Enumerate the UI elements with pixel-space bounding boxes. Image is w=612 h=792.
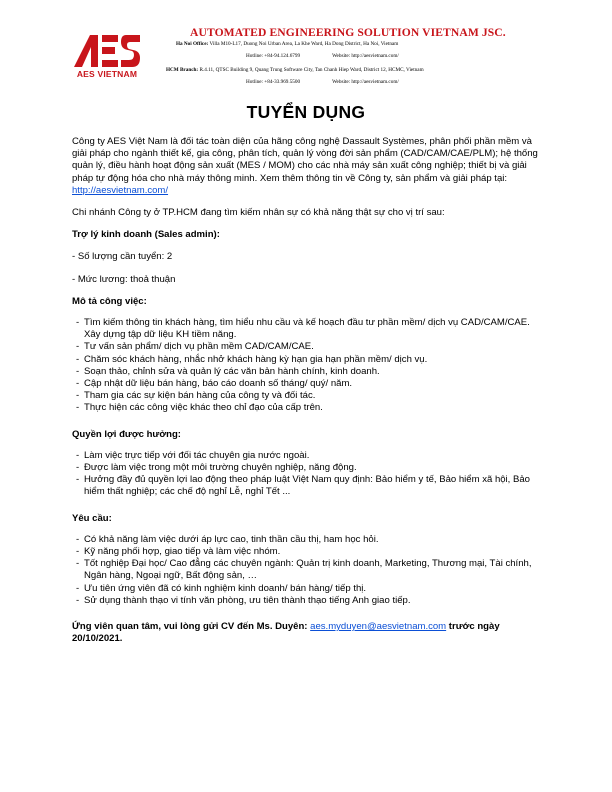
contact-email-link[interactable]: aes.myduyen@aesvietnam.com [310, 621, 447, 633]
list-item: - Thực hiện các công việc khác theo chỉ đạo của cấp trên. [72, 402, 540, 414]
hcm-branch-label: HCM Branch: [166, 67, 199, 73]
list-item: - Kỹ năng phối hợp, giao tiếp và làm việc nhóm. [72, 546, 540, 558]
list-item: - Ưu tiên ứng viên đã có kinh nghiệm kinh doanh/ bán hàng/ tiếp thị. [72, 583, 540, 595]
list-item: - Hưởng đầy đủ quyền lợi lao động theo pháp luật Việt Nam quy định: Bảo hiểm y tế, Bảo hiểm xã hội, Bảo hiểm thất nghiệp; các chế độ nghỉ Lễ, nghỉ Tết ... [72, 474, 540, 498]
hcm-contact-line [246, 79, 399, 85]
section-heading-job-description: Mô tả công việc: [72, 295, 147, 307]
page-title: TUYỂN DỤNG [246, 102, 366, 122]
list-item: - Tìm kiếm thông tin khách hàng, tìm hiểu nhu cầu và kế hoạch đầu tư phần mềm/ dịch vụ CAD/CAM/CAE. Xây dựng tập dữ liệu KH tiềm năng. [72, 317, 540, 341]
list-item: - Tốt nghiệp Đại học/ Cao đẳng các chuyên ngành: Quản trị kinh doanh, Marketing, Thương mại, Tài chính, Ngân hàng, Ngoại ngữ, Bất động sản, … [72, 558, 540, 582]
company-name: AUTOMATED ENGINEERING SOLUTION VIETNAM JSC. [190, 26, 506, 39]
hanoi-contact-line [246, 53, 399, 59]
position-title: Trợ lý kinh doanh (Sales admin): [72, 229, 220, 241]
list-item: - Làm việc trực tiếp với đối tác chuyên gia nước ngoài. [72, 450, 540, 462]
logo-text: AES VIETNAM [76, 69, 138, 79]
hcm-branch-address: R.4.11, QTSC Building 9, Quang Trung Software City, Tan Chanh Hiep Ward, District 12, HCMC, Vietnam [198, 67, 424, 73]
section-heading-benefits: Quyền lợi được hưởng: [72, 428, 181, 440]
requirements-list [72, 534, 540, 607]
list-item: - Được làm việc trong một môi trường chuyên nghiệp, năng động. [72, 462, 540, 474]
hanoi-hotline: Hotline: +84-94.124.6799 [246, 53, 301, 59]
list-item: - Có khả năng làm việc dưới áp lực cao, tinh thần cầu thị, ham học hỏi. [72, 534, 540, 546]
hanoi-office-label: Ha Noi Office: [176, 41, 209, 47]
benefits-list [72, 450, 540, 499]
hanoi-website[interactable]: Website: http://aesvietnam.com/ [332, 53, 399, 59]
closing-suffix: trước ngày 20/10/2021. [72, 621, 500, 645]
intro-paragraph [72, 136, 540, 197]
hcm-branch-line [166, 67, 424, 73]
company-website-link[interactable]: http://aesvietnam.com/ [72, 184, 169, 196]
hcm-website[interactable]: Website: http://aesvietnam.com/ [332, 79, 399, 85]
closing-prefix: Ứng viên quan tâm, vui lòng gửi CV đến Ms. Duyên: [72, 621, 311, 633]
list-item: - Cập nhật dữ liệu bán hàng, báo cáo doanh số tháng/ quý/ năm. [72, 378, 540, 390]
document-body [72, 136, 540, 646]
hcm-hotline: Hotline: +84-33.969.5500 [246, 79, 301, 85]
salary-line: - Mức lương: thoả thuận [72, 273, 176, 285]
quantity-line: - Số lượng cần tuyển: 2 [72, 251, 173, 263]
list-item: - Chăm sóc khách hàng, nhắc nhở khách hàng kỳ hạn gia hạn phần mềm/ dịch vụ. [72, 354, 540, 366]
job-description-list [72, 317, 540, 415]
list-item: - Soạn thảo, chỉnh sửa và quản lý các văn bản hành chính, kinh doanh. [72, 366, 540, 378]
branch-line: Chi nhánh Công ty ở TP.HCM đang tìm kiếm nhân sự có khả năng thật sự cho vị trí sau: [72, 207, 445, 219]
company-logo [72, 33, 142, 81]
closing-paragraph [72, 621, 540, 645]
aes-logo-icon [72, 33, 142, 69]
intro-text: Công ty AES Việt Nam là đối tác toàn diện của hãng công nghệ Dassault Systèmes, phân phối phần mềm và giải pháp cho ngành thiết kế, gia công, phân tích, quản lý vòng đời sản phẩm (CAD/CAM/CAE/PLM); hệ thống quản lý, điều hành hoạt động sản xuất (MES / MOM) cho các nhà máy sản xuất công nghiệp; thiết bị và giải pháp tự động hóa cho nhà máy thông minh. Xem thêm thông tin về Công ty, sản phẩm và giải pháp tại: [72, 136, 538, 184]
hanoi-office-address: Villa M10-L17, Duong Noi Urban Area, La Khe Ward, Ha Dong District, Ha Noi, Vietnam [208, 41, 399, 47]
hanoi-office-line [176, 41, 398, 47]
section-heading-requirements: Yêu cầu: [72, 512, 112, 524]
letterhead [0, 0, 612, 100]
list-item: - Tham gia các sự kiện bán hàng của công ty và đối tác. [72, 390, 540, 402]
list-item: - Tư vấn sản phẩm/ dịch vụ phần mềm CAD/CAM/CAE. [72, 341, 540, 353]
list-item: - Sử dụng thành thạo vi tính văn phòng, ưu tiên thành thạo tiếng Anh giao tiếp. [72, 595, 540, 607]
